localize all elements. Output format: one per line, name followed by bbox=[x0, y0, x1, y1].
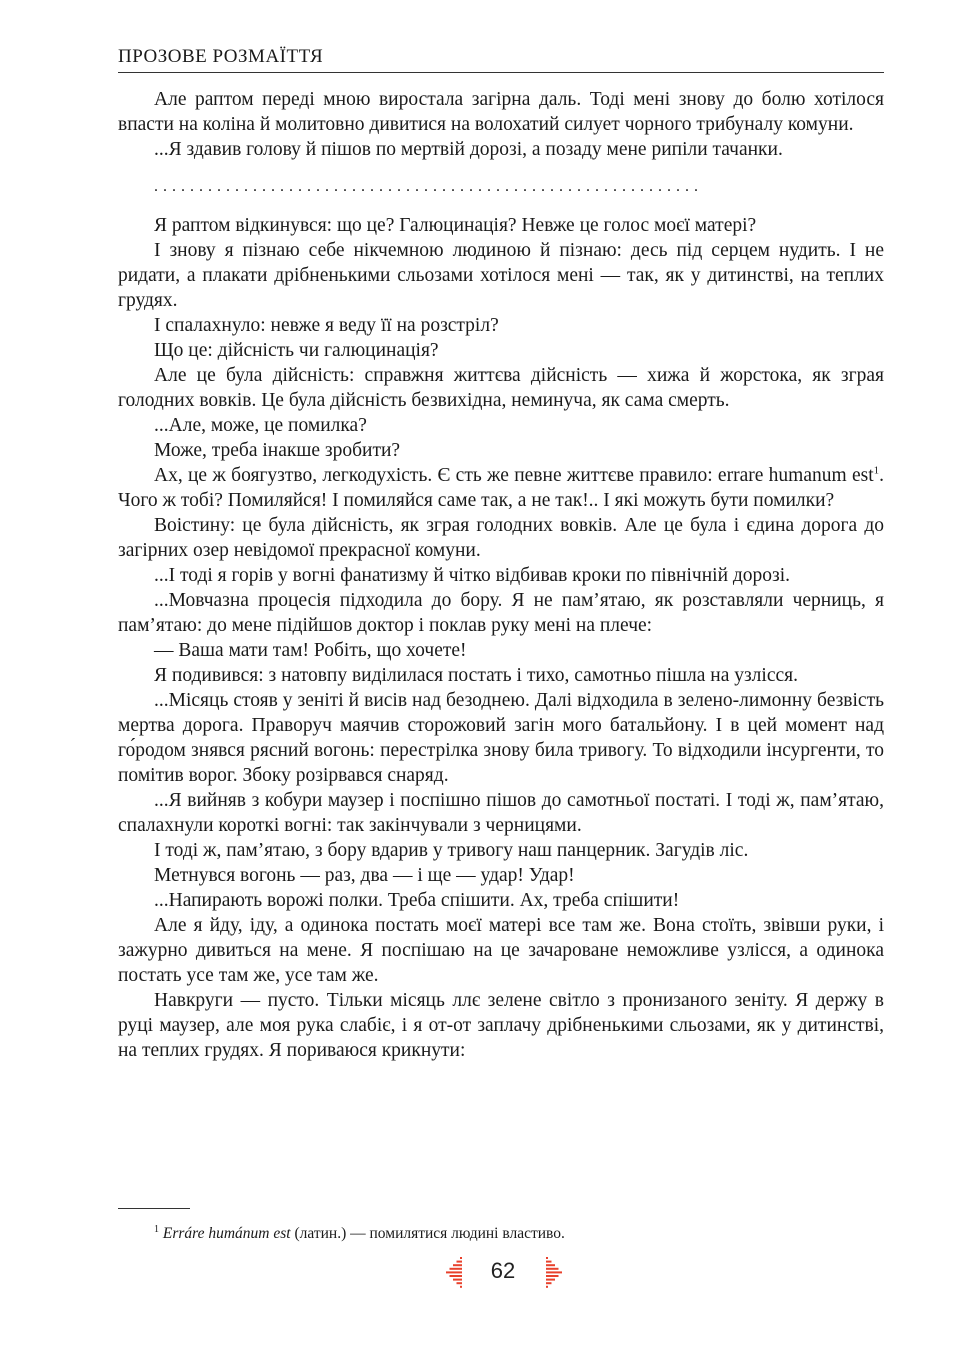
body-text bbox=[118, 87, 884, 1063]
footnote-text: (латин.) — помилятися людині властиво. bbox=[290, 1225, 565, 1243]
paragraph-with-footnote bbox=[118, 463, 884, 513]
paragraph: ...Напирають ворожі полки. Треба спішити. Ах, треба спішити! bbox=[154, 890, 680, 911]
paragraph: Я подивився: з натовпу виділилася постать і тихо, самотньо пішла на узлісся. bbox=[154, 665, 798, 686]
paragraph-part: Ах, це ж боягузтво, легкодухість. Є сть же певне життєве правило: errare humanum est bbox=[154, 465, 874, 486]
paragraph: ...І тоді я горів у вогні фанатизму й чітко відбивав кроки по північній дорозі. bbox=[154, 565, 791, 586]
section-break-dots: ............................................................. bbox=[154, 178, 703, 195]
page-number-ornament bbox=[441, 1256, 567, 1296]
paragraph: Воістину: це була дійсність, як зграя голодних вовків. Але це була і єдина дорога до загірних озер невідомої прекрасної комуни. bbox=[118, 515, 884, 561]
paragraph: Але це була дійсність: справжня життєва дійсність — хижа й жорстока, як зграя голодних вовків. Це була дійсність безвихідна, неминуча, як сама смерть. bbox=[118, 365, 884, 411]
paragraph-part: . Чого ж тобі? Помиляйся! І помиляйся саме так, а не так!.. І які можуть бути помилки? bbox=[118, 465, 884, 511]
paragraph: Навкруги — пусто. Тільки місяць ллє зелене світло з пронизаного зеніту. Я держу в руці маузер, але моя рука слабіє, і я от-от заплачу дрібненькими сльозами, як у дитинстві, на теплих грудях. Я пориваюся крикнути: bbox=[118, 990, 884, 1061]
paragraph: Що це: дійсність чи галюцинація? bbox=[154, 340, 439, 361]
paragraph: ...Але, може, це помилка? bbox=[154, 415, 367, 436]
paragraph: ...Місяць стояв у зеніті й висів над безоднею. Далі відходила в зелено-лимонну безвість мертва дорога. Праворуч маячив сторожовий загін мого батальйону. І в цей момент над го́родом знявся рясний вогонь: перестрілка знову била тривогу. То відходили інсургенти, то помітив ворог. Збоку розірвався снаряд. bbox=[118, 690, 884, 786]
paragraph: І тоді ж, пам’ятаю, з бору вдарив у тривогу наш панцерник. Загудів ліс. bbox=[154, 840, 749, 861]
page-number: 62 bbox=[490, 1258, 516, 1283]
right-ornament-icon bbox=[545, 1256, 567, 1290]
paragraph: І спалахнуло: невже я веду її на розстріл? bbox=[154, 315, 499, 336]
paragraph: ...Я здавив голову й пішов по мертвій дорозі, а позаду мене рипіли тачанки. bbox=[154, 139, 783, 160]
paragraph: Але раптом переді мною виростала загірна даль. Тоді мені знову до болю хотілося впасти на коліна й молитовно дивитися на волохатий силует чорного трибуналу комуни. bbox=[118, 89, 884, 135]
running-header: ПРОЗОВЕ РОЗМАЇТТЯ bbox=[118, 46, 324, 67]
paragraph: Але я йду, іду, а одинока постать моєї матері все там же. Вона стоїть, звівши руки, і зажурно дивиться на мене. Я поспішаю на це зачароване неможливе узлісся, а одинока постать усе там же, усе там же. bbox=[118, 915, 884, 986]
header-divider bbox=[118, 72, 884, 73]
footnote-marker: 1 bbox=[154, 1224, 159, 1235]
paragraph: Я раптом відкинувся: що це? Галюцинація? Невже це голос моєї матері? bbox=[154, 215, 757, 236]
paragraph: Метнувся вогонь — раз, два — і ще — удар! Удар! bbox=[154, 865, 575, 886]
footnote-term: Erráre humánum est bbox=[162, 1225, 291, 1243]
paragraph: Може, треба інакше зробити? bbox=[154, 440, 401, 461]
paragraph: — Ваша мати там! Робіть, що хочете! bbox=[154, 640, 467, 661]
paragraph: ...Я вийняв з кобури маузер і поспішно пішов до самотньої постаті. І тоді ж, пам’ятаю, спалахнули короткі вогні: так закінчували з черницями. bbox=[118, 790, 884, 836]
footnote-divider bbox=[118, 1208, 190, 1209]
footnote bbox=[154, 1219, 565, 1245]
footnote-ref[interactable]: 1 bbox=[873, 464, 880, 477]
left-ornament-icon bbox=[441, 1256, 463, 1290]
paragraph: ...Мовчазна процесія підходила до бору. Я не пам’ятаю, як розставляли черниць, я пам’ятаю: до мене підійшов доктор і поклав руку мені на плече: bbox=[118, 590, 884, 636]
paragraph: І знову я пізнаю себе нікчемною людиною й пізнаю: десь під серцем нудить. І не ридати, а плакати дрібненькими сльозами хотілося мені — так, як у дитинстві, на теплих грудях. bbox=[118, 240, 884, 311]
